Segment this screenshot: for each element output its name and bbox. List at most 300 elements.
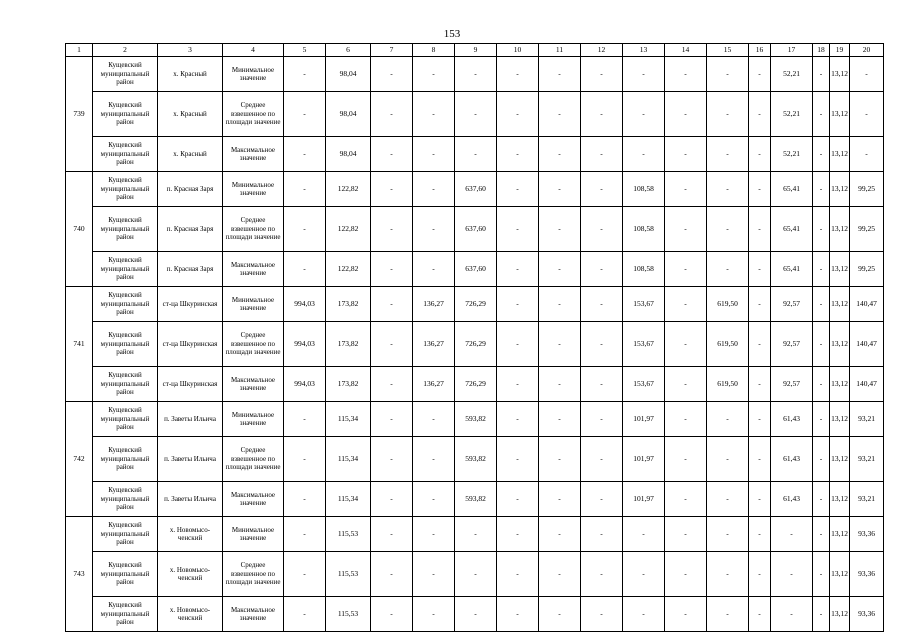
value-cell: - bbox=[707, 57, 749, 92]
value-cell: 115,53 bbox=[326, 552, 371, 597]
value-cell: - bbox=[284, 92, 326, 137]
settlement-cell: х. Новомысо- ченский bbox=[158, 517, 223, 552]
value-cell: - bbox=[850, 137, 884, 172]
value-cell: 101,97 bbox=[623, 482, 665, 517]
value-type-cell: Максимальное значение bbox=[223, 367, 284, 402]
district-cell: Кущевский муниципальный район bbox=[93, 597, 158, 632]
value-cell: - bbox=[813, 367, 830, 402]
table-row bbox=[66, 137, 884, 172]
district-cell: Кущевский муниципальный район bbox=[93, 287, 158, 322]
value-cell: - bbox=[813, 287, 830, 322]
value-cell: - bbox=[413, 172, 455, 207]
value-cell: - bbox=[284, 172, 326, 207]
value-cell: - bbox=[665, 92, 707, 137]
value-cell: - bbox=[371, 137, 413, 172]
value-type-cell: Среднее взвешенное по площади значение bbox=[223, 437, 284, 482]
settlement-cell: ст-ца Шкуринская bbox=[158, 367, 223, 402]
district-cell: Кущевский муниципальный район bbox=[93, 482, 158, 517]
district-cell: Кущевский муниципальный район bbox=[93, 367, 158, 402]
value-cell: 93,36 bbox=[850, 517, 884, 552]
district-cell: Кущевский муниципальный район bbox=[93, 92, 158, 137]
value-type-cell: Среднее взвешенное по площади значение bbox=[223, 552, 284, 597]
value-cell: 65,41 bbox=[771, 252, 813, 287]
value-cell: - bbox=[850, 92, 884, 137]
value-cell: - bbox=[813, 597, 830, 632]
value-cell: 122,82 bbox=[326, 207, 371, 252]
value-cell: - bbox=[581, 92, 623, 137]
value-cell: - bbox=[813, 57, 830, 92]
value-cell: 593,82 bbox=[455, 402, 497, 437]
settlement-cell: х. Красный bbox=[158, 137, 223, 172]
value-type-cell: Среднее взвешенное по площади значение bbox=[223, 92, 284, 137]
value-cell: - bbox=[539, 322, 581, 367]
value-cell: 65,41 bbox=[771, 207, 813, 252]
value-cell: - bbox=[413, 402, 455, 437]
value-cell: 52,21 bbox=[771, 137, 813, 172]
value-cell: 13,12 bbox=[830, 57, 850, 92]
value-cell: - bbox=[749, 552, 771, 597]
column-header: 6 bbox=[326, 44, 371, 57]
value-cell: - bbox=[749, 57, 771, 92]
value-cell: - bbox=[371, 287, 413, 322]
value-cell: 593,82 bbox=[455, 482, 497, 517]
value-cell: 98,04 bbox=[326, 137, 371, 172]
value-cell: - bbox=[665, 287, 707, 322]
value-cell: 726,29 bbox=[455, 322, 497, 367]
value-cell: 994,03 bbox=[284, 287, 326, 322]
district-cell: Кущевский муниципальный район bbox=[93, 437, 158, 482]
value-cell: - bbox=[497, 552, 539, 597]
value-cell: 13,12 bbox=[830, 287, 850, 322]
value-cell: 637,60 bbox=[455, 207, 497, 252]
value-cell: - bbox=[665, 517, 707, 552]
value-cell: - bbox=[813, 207, 830, 252]
page-number: 153 bbox=[443, 28, 461, 40]
header-row bbox=[66, 44, 884, 57]
row-number: 740 bbox=[66, 172, 93, 287]
value-cell: - bbox=[813, 252, 830, 287]
value-cell: - bbox=[371, 57, 413, 92]
value-type-cell: Минимальное значение bbox=[223, 402, 284, 437]
value-cell: 136,27 bbox=[413, 367, 455, 402]
value-cell: - bbox=[749, 437, 771, 482]
value-cell: 13,12 bbox=[830, 597, 850, 632]
value-cell: 93,21 bbox=[850, 402, 884, 437]
value-cell: - bbox=[707, 172, 749, 207]
value-cell: - bbox=[284, 517, 326, 552]
value-cell: - bbox=[623, 92, 665, 137]
column-header: 2 bbox=[93, 44, 158, 57]
settlement-cell: п. Заветы Ильича bbox=[158, 402, 223, 437]
district-cell: Кущевский муниципальный район bbox=[93, 552, 158, 597]
value-cell: - bbox=[497, 437, 539, 482]
table-row bbox=[66, 57, 884, 92]
column-header: 15 bbox=[707, 44, 749, 57]
value-cell: 136,27 bbox=[413, 287, 455, 322]
table-row bbox=[66, 207, 884, 252]
value-cell: - bbox=[749, 252, 771, 287]
value-type-cell: Минимальное значение bbox=[223, 57, 284, 92]
table-row bbox=[66, 287, 884, 322]
table-row bbox=[66, 482, 884, 517]
value-cell: - bbox=[813, 137, 830, 172]
value-cell: 93,21 bbox=[850, 482, 884, 517]
value-cell: - bbox=[813, 172, 830, 207]
value-cell: 93,21 bbox=[850, 437, 884, 482]
value-cell: - bbox=[284, 207, 326, 252]
value-cell: 61,43 bbox=[771, 437, 813, 482]
value-cell: - bbox=[665, 367, 707, 402]
column-header: 5 bbox=[284, 44, 326, 57]
column-header: 13 bbox=[623, 44, 665, 57]
value-cell: 52,21 bbox=[771, 57, 813, 92]
value-cell: - bbox=[455, 552, 497, 597]
value-cell: - bbox=[284, 597, 326, 632]
value-cell: - bbox=[707, 597, 749, 632]
value-cell: - bbox=[581, 517, 623, 552]
column-header: 7 bbox=[371, 44, 413, 57]
table-row bbox=[66, 252, 884, 287]
value-cell: - bbox=[813, 552, 830, 597]
value-cell: - bbox=[623, 137, 665, 172]
value-cell: - bbox=[665, 482, 707, 517]
value-cell: - bbox=[455, 517, 497, 552]
value-cell: - bbox=[771, 552, 813, 597]
value-type-cell: Максимальное значение bbox=[223, 137, 284, 172]
value-cell: - bbox=[707, 252, 749, 287]
value-cell: - bbox=[284, 552, 326, 597]
value-cell: - bbox=[539, 207, 581, 252]
value-cell: - bbox=[581, 57, 623, 92]
value-cell: - bbox=[813, 92, 830, 137]
value-cell: 153,67 bbox=[623, 322, 665, 367]
value-cell: 98,04 bbox=[326, 57, 371, 92]
column-header: 10 bbox=[497, 44, 539, 57]
value-cell: 140,47 bbox=[850, 322, 884, 367]
district-cell: Кущевский муниципальный район bbox=[93, 252, 158, 287]
data-table bbox=[65, 43, 884, 632]
settlement-cell: х. Красный bbox=[158, 57, 223, 92]
district-cell: Кущевский муниципальный район bbox=[93, 207, 158, 252]
value-cell: - bbox=[749, 207, 771, 252]
value-cell: 98,04 bbox=[326, 92, 371, 137]
column-header: 1 bbox=[66, 44, 93, 57]
value-cell: 13,12 bbox=[830, 517, 850, 552]
value-cell: 173,82 bbox=[326, 322, 371, 367]
value-cell: 136,27 bbox=[413, 322, 455, 367]
value-cell: - bbox=[581, 367, 623, 402]
value-cell: - bbox=[813, 322, 830, 367]
value-cell: - bbox=[539, 367, 581, 402]
column-header: 12 bbox=[581, 44, 623, 57]
value-cell: - bbox=[371, 367, 413, 402]
value-cell: - bbox=[665, 172, 707, 207]
value-cell: - bbox=[539, 552, 581, 597]
column-header: 8 bbox=[413, 44, 455, 57]
value-cell: - bbox=[497, 137, 539, 172]
value-cell: - bbox=[665, 252, 707, 287]
value-cell: 99,25 bbox=[850, 207, 884, 252]
row-number: 741 bbox=[66, 287, 93, 402]
value-cell: - bbox=[413, 552, 455, 597]
value-cell: - bbox=[371, 252, 413, 287]
value-cell: 115,34 bbox=[326, 402, 371, 437]
value-cell: 93,36 bbox=[850, 552, 884, 597]
value-cell: - bbox=[665, 552, 707, 597]
value-cell: 92,57 bbox=[771, 367, 813, 402]
value-cell: 13,12 bbox=[830, 552, 850, 597]
table-row bbox=[66, 322, 884, 367]
district-cell: Кущевский муниципальный район bbox=[93, 402, 158, 437]
value-cell: 92,57 bbox=[771, 322, 813, 367]
value-cell: - bbox=[749, 322, 771, 367]
value-cell: - bbox=[413, 137, 455, 172]
settlement-cell: х. Новомысо- ченский bbox=[158, 552, 223, 597]
district-cell: Кущевский муниципальный район bbox=[93, 322, 158, 367]
value-cell: - bbox=[707, 437, 749, 482]
value-cell: 115,34 bbox=[326, 482, 371, 517]
value-cell: - bbox=[771, 597, 813, 632]
value-cell: - bbox=[581, 597, 623, 632]
value-cell: 13,12 bbox=[830, 402, 850, 437]
value-cell: 65,41 bbox=[771, 172, 813, 207]
value-cell: 153,67 bbox=[623, 367, 665, 402]
value-cell: - bbox=[371, 322, 413, 367]
value-cell: - bbox=[581, 437, 623, 482]
value-cell: - bbox=[371, 552, 413, 597]
value-cell: - bbox=[771, 517, 813, 552]
value-type-cell: Минимальное значение bbox=[223, 172, 284, 207]
value-cell: - bbox=[497, 322, 539, 367]
value-cell: - bbox=[497, 287, 539, 322]
value-cell: - bbox=[813, 402, 830, 437]
value-type-cell: Максимальное значение bbox=[223, 252, 284, 287]
value-cell: 637,60 bbox=[455, 252, 497, 287]
value-cell: - bbox=[497, 57, 539, 92]
value-cell: - bbox=[284, 57, 326, 92]
value-type-cell: Минимальное значение bbox=[223, 287, 284, 322]
settlement-cell: ст-ца Шкуринская bbox=[158, 287, 223, 322]
value-cell: - bbox=[371, 92, 413, 137]
value-cell: 140,47 bbox=[850, 367, 884, 402]
value-cell: - bbox=[749, 402, 771, 437]
value-cell: 994,03 bbox=[284, 322, 326, 367]
value-cell: 122,82 bbox=[326, 172, 371, 207]
value-cell: - bbox=[371, 172, 413, 207]
value-cell: 115,53 bbox=[326, 517, 371, 552]
value-cell: - bbox=[539, 597, 581, 632]
value-cell: 61,43 bbox=[771, 402, 813, 437]
value-cell: - bbox=[413, 92, 455, 137]
value-cell: - bbox=[371, 437, 413, 482]
value-cell: 994,03 bbox=[284, 367, 326, 402]
value-cell: - bbox=[497, 172, 539, 207]
value-cell: 619,50 bbox=[707, 322, 749, 367]
value-cell: 153,67 bbox=[623, 287, 665, 322]
value-cell: - bbox=[497, 367, 539, 402]
value-cell: - bbox=[413, 437, 455, 482]
value-cell: - bbox=[413, 517, 455, 552]
settlement-cell: п. Заветы Ильича bbox=[158, 437, 223, 482]
value-cell: - bbox=[813, 437, 830, 482]
value-cell: 13,12 bbox=[830, 437, 850, 482]
value-cell: - bbox=[623, 597, 665, 632]
row-number: 739 bbox=[66, 57, 93, 172]
settlement-cell: х. Новомысо- ченский bbox=[158, 597, 223, 632]
value-cell: 101,97 bbox=[623, 437, 665, 482]
value-cell: - bbox=[539, 437, 581, 482]
settlement-cell: п. Заветы Ильича bbox=[158, 482, 223, 517]
value-cell: - bbox=[539, 287, 581, 322]
table-row bbox=[66, 517, 884, 552]
settlement-cell: ст-ца Шкуринская bbox=[158, 322, 223, 367]
value-cell: - bbox=[623, 517, 665, 552]
value-cell: - bbox=[413, 57, 455, 92]
value-cell: - bbox=[284, 137, 326, 172]
column-header: 14 bbox=[665, 44, 707, 57]
value-cell: - bbox=[707, 207, 749, 252]
value-cell: - bbox=[497, 92, 539, 137]
value-cell: - bbox=[749, 367, 771, 402]
value-cell: - bbox=[581, 287, 623, 322]
value-cell: - bbox=[371, 597, 413, 632]
value-cell: 13,12 bbox=[830, 207, 850, 252]
value-cell: - bbox=[455, 597, 497, 632]
table-row bbox=[66, 172, 884, 207]
district-cell: Кущевский муниципальный район bbox=[93, 137, 158, 172]
value-cell: - bbox=[813, 482, 830, 517]
value-cell: - bbox=[413, 597, 455, 632]
value-cell: - bbox=[539, 137, 581, 172]
value-cell: - bbox=[497, 207, 539, 252]
column-header: 20 bbox=[850, 44, 884, 57]
value-cell: - bbox=[665, 322, 707, 367]
value-cell: 140,47 bbox=[850, 287, 884, 322]
value-cell: - bbox=[581, 402, 623, 437]
value-cell: - bbox=[539, 402, 581, 437]
value-cell: - bbox=[371, 207, 413, 252]
value-cell: - bbox=[413, 252, 455, 287]
column-header: 17 bbox=[771, 44, 813, 57]
settlement-cell: п. Красная Заря bbox=[158, 207, 223, 252]
value-cell: - bbox=[749, 597, 771, 632]
value-cell: - bbox=[539, 57, 581, 92]
column-header: 16 bbox=[749, 44, 771, 57]
settlement-cell: п. Красная Заря bbox=[158, 172, 223, 207]
value-cell: - bbox=[707, 482, 749, 517]
value-cell: - bbox=[455, 92, 497, 137]
value-cell: 619,50 bbox=[707, 367, 749, 402]
value-cell: 52,21 bbox=[771, 92, 813, 137]
table-row bbox=[66, 437, 884, 482]
value-cell: 92,57 bbox=[771, 287, 813, 322]
value-cell: 13,12 bbox=[830, 322, 850, 367]
value-cell: - bbox=[623, 552, 665, 597]
value-cell: - bbox=[497, 402, 539, 437]
value-cell: 173,82 bbox=[326, 287, 371, 322]
value-cell: - bbox=[850, 57, 884, 92]
value-cell: - bbox=[539, 92, 581, 137]
value-cell: - bbox=[455, 57, 497, 92]
value-cell: - bbox=[813, 517, 830, 552]
value-type-cell: Максимальное значение bbox=[223, 482, 284, 517]
value-cell: 61,43 bbox=[771, 482, 813, 517]
value-type-cell: Максимальное значение bbox=[223, 597, 284, 632]
row-number: 743 bbox=[66, 517, 93, 632]
value-cell: - bbox=[284, 437, 326, 482]
value-cell: - bbox=[581, 552, 623, 597]
value-cell: - bbox=[581, 207, 623, 252]
value-cell: 13,12 bbox=[830, 367, 850, 402]
value-cell: 13,12 bbox=[830, 92, 850, 137]
value-cell: - bbox=[455, 137, 497, 172]
value-cell: 99,25 bbox=[850, 172, 884, 207]
value-cell: - bbox=[665, 57, 707, 92]
value-cell: 726,29 bbox=[455, 367, 497, 402]
value-cell: - bbox=[581, 172, 623, 207]
value-cell: - bbox=[749, 137, 771, 172]
value-cell: 13,12 bbox=[830, 137, 850, 172]
table-row bbox=[66, 552, 884, 597]
value-cell: - bbox=[707, 92, 749, 137]
value-cell: 101,97 bbox=[623, 402, 665, 437]
table-row bbox=[66, 597, 884, 632]
value-cell: - bbox=[665, 402, 707, 437]
value-cell: - bbox=[284, 482, 326, 517]
value-cell: - bbox=[371, 517, 413, 552]
row-number: 742 bbox=[66, 402, 93, 517]
value-cell: - bbox=[665, 437, 707, 482]
column-header: 3 bbox=[158, 44, 223, 57]
value-cell: 93,36 bbox=[850, 597, 884, 632]
value-cell: - bbox=[581, 252, 623, 287]
settlement-cell: х. Красный bbox=[158, 92, 223, 137]
column-header: 18 bbox=[813, 44, 830, 57]
value-cell: - bbox=[749, 517, 771, 552]
value-cell: - bbox=[707, 517, 749, 552]
value-cell: 726,29 bbox=[455, 287, 497, 322]
column-header: 4 bbox=[223, 44, 284, 57]
value-cell: - bbox=[749, 172, 771, 207]
value-cell: - bbox=[539, 482, 581, 517]
value-cell: - bbox=[497, 597, 539, 632]
value-cell: - bbox=[284, 252, 326, 287]
value-cell: - bbox=[665, 597, 707, 632]
table-row bbox=[66, 92, 884, 137]
value-cell: - bbox=[284, 402, 326, 437]
value-cell: - bbox=[497, 482, 539, 517]
value-cell: - bbox=[581, 137, 623, 172]
settlement-cell: п. Красная Заря bbox=[158, 252, 223, 287]
value-cell: - bbox=[371, 402, 413, 437]
value-cell: - bbox=[749, 92, 771, 137]
value-cell: - bbox=[539, 172, 581, 207]
value-type-cell: Минимальное значение bbox=[223, 517, 284, 552]
table-row bbox=[66, 367, 884, 402]
district-cell: Кущевский муниципальный район bbox=[93, 517, 158, 552]
value-cell: 13,12 bbox=[830, 482, 850, 517]
value-cell: - bbox=[707, 402, 749, 437]
value-cell: - bbox=[665, 207, 707, 252]
value-cell: - bbox=[497, 252, 539, 287]
value-type-cell: Среднее взвешенное по площади значение bbox=[223, 207, 284, 252]
value-type-cell: Среднее взвешенное по площади значение bbox=[223, 322, 284, 367]
value-cell: 108,58 bbox=[623, 252, 665, 287]
column-header: 11 bbox=[539, 44, 581, 57]
value-cell: - bbox=[539, 517, 581, 552]
district-cell: Кущевский муниципальный район bbox=[93, 172, 158, 207]
value-cell: - bbox=[497, 517, 539, 552]
